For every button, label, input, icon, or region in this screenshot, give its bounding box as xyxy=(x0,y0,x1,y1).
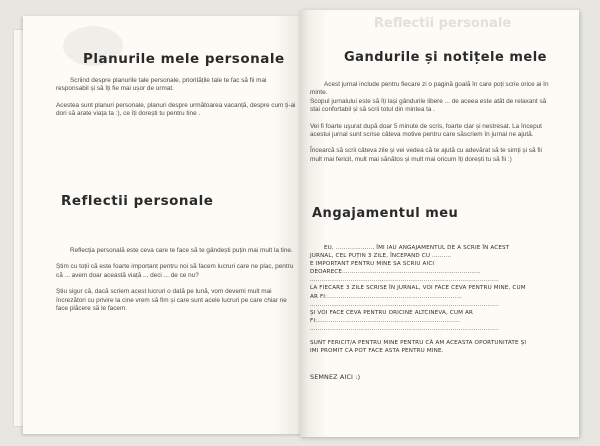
commitment-line: DEOARECE........................................................................ xyxy=(310,269,481,276)
planuri-title: Planurile mele personale xyxy=(83,51,285,67)
reflectii-body xyxy=(56,247,298,321)
reflectii-paragraph-2: Știm cu toții că este foarte important pentru noi să facem lucruri care ne plac, pentru că ... avem doar această viață ... deci ... de ce nu? xyxy=(56,263,294,279)
commitment-line: FI:.......................................................................... xyxy=(310,317,460,324)
planuri-paragraph-1: Scriind despre planurile tale personale, prioritățile tale te fac să fii mai responsabil și să îți fie mai ușor de urmat. xyxy=(56,77,267,93)
commitment-line: JURNAL, CEL PUȚIN 3 ZILE, ÎNCEPAND CU .......... xyxy=(310,253,452,260)
commitment-line: SUNT FERICIT/A PENTRU MINE PENTRU CĂ AM ACEASTA OPORTUNITATE ȘI xyxy=(310,340,527,347)
right-page xyxy=(300,10,579,437)
ganduri-paragraph-4: Încearcă să scrii câteva zile și vei vedea că te ajută cu adevărat să te simți și să fii mult mai fericit, mult mai sănătos și mult mai oricum îți dorești tu să fii :) xyxy=(310,147,542,163)
planuri-body xyxy=(56,77,296,127)
commitment-line: .................................................................................................. xyxy=(310,325,499,332)
ganduri-paragraph-1: Acest jurnal include pentru fiecare zi o pagină goală în care poți scrie orice ai în minte. xyxy=(310,81,549,97)
reflectii-paragraph-1: Reflecția personală este ceva care te face să te gândești puțin mai mult la tine. xyxy=(70,247,293,254)
commitment-line: .................................................................................................. xyxy=(310,277,499,284)
show-through-title: Reflectii personale xyxy=(374,16,512,31)
left-page xyxy=(23,16,306,434)
signature-prompt: SEMNEZ AICI :) xyxy=(310,373,361,382)
ganduri-title: Gandurile și notițele mele xyxy=(344,50,547,65)
commitment-line: .................................................................................................. xyxy=(310,301,499,308)
commitment-line: IMI PROMIT CA POT FACE ASTA PENTRU MINE. xyxy=(310,348,444,355)
ganduri-paragraph-3: Vei fi foarte uşurat după doar 5 minute de scris, foarte clar și nestresat. La început acestui jurnal sunt scrise câteva motive pentru care săscriem în jurnal ne ajută. xyxy=(310,122,542,139)
commitment-line: E IMPORTANT PENTRU MINE SA SCRIU AICI xyxy=(310,261,435,268)
ganduri-paragraph-2: Scopul jurnalului este să îți lași gândurile libere ... de aceea este atât de relaxant să stai confortabil și să scrii totul din mintea ta . xyxy=(310,97,547,114)
commitment-line: AR FI:...................................................................... xyxy=(310,293,463,300)
commitment-line: EU, ..................., ÎMI IAU ANGAJAMENTUL DE A SCRIE ÎN ACEST xyxy=(324,245,510,251)
commitment-line: LA FIECARE 3 ZILE SCRISE ÎN JURNAL, VOI FACE CEVA PENTRU MINE, CUM xyxy=(310,285,526,292)
commitment-line: ȘI VOI FACE CEVA PENTRU ORICINE ALTCINEVA, CUM AR xyxy=(310,309,474,316)
ganduri-body xyxy=(310,81,554,172)
reflectii-title: Reflectii personale xyxy=(61,193,214,209)
angajament-title: Angajamentul meu xyxy=(312,206,459,221)
angajament-form xyxy=(310,244,568,381)
planuri-paragraph-2: Acestea sunt planuri personale, planuri despre următoarea vacanță, despre cum ți-ai dori să arate viața ta :), ce îți dorești tu pentru tine . xyxy=(56,101,296,118)
reflectii-paragraph-3: Știu sigur că, dacă scriem acest lucruri o dată pe lună, vom devemi mult mai încrezători cu privire la cine vrem să fim și care sunt acele lucruri pe care chiar ne face plăcere să le facem. xyxy=(56,288,287,313)
